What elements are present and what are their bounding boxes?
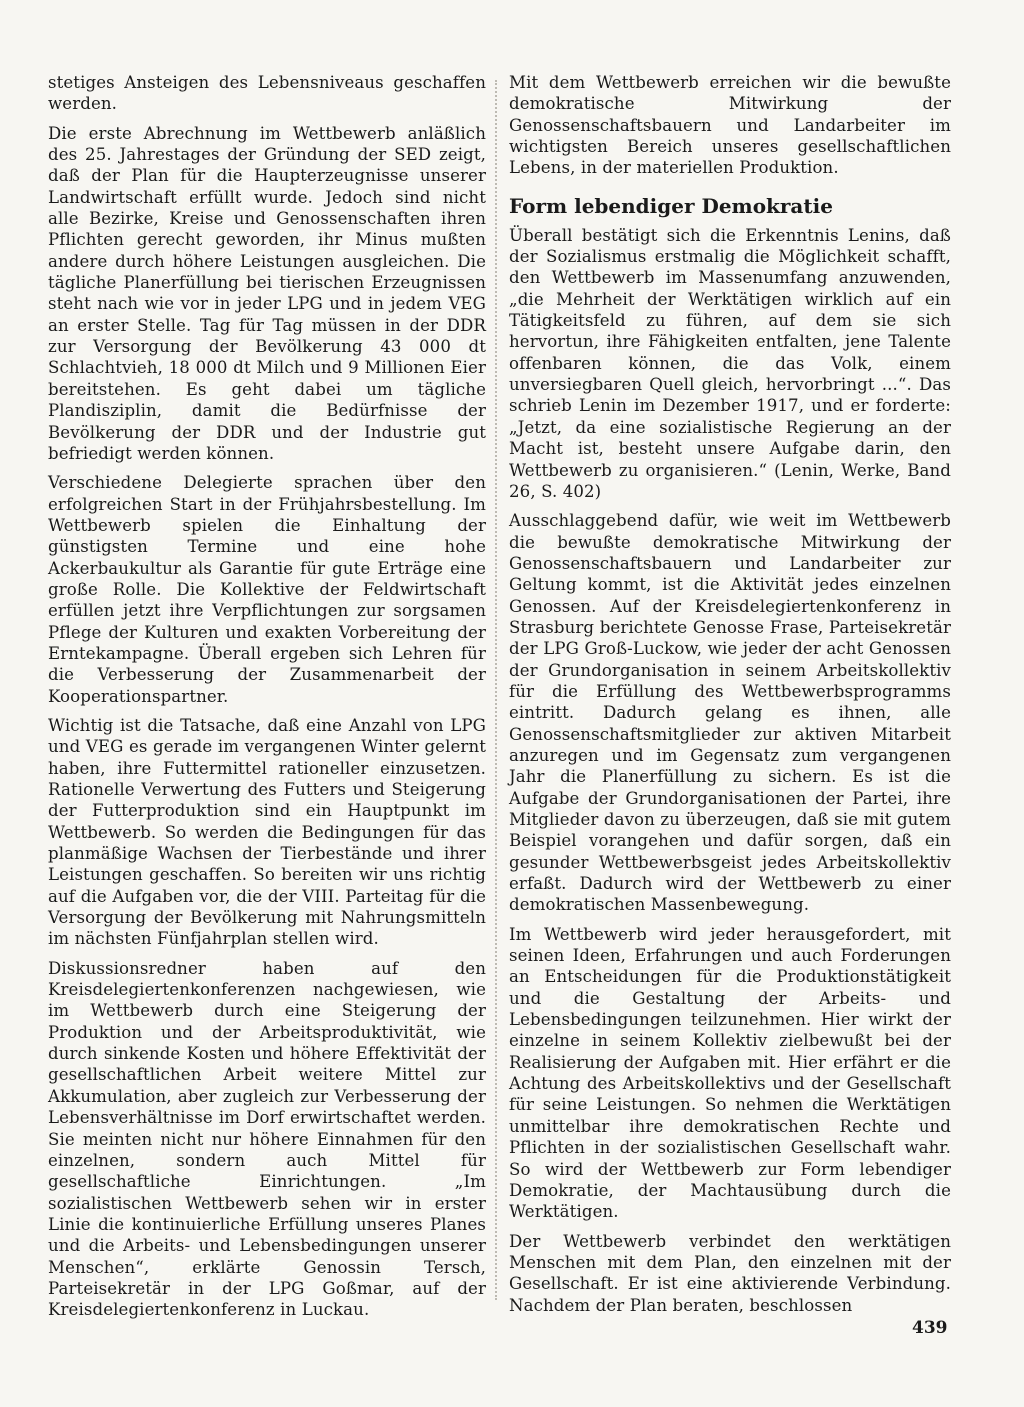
paragraph: Wichtig ist die Tatsache, daß eine Anzahl von LPG und VEG es gerade im vergangenen Winter gelernt haben, ihre Futtermittel rationeller einzusetzen. Rationelle Verwertung des Futters und Steigerung der Futterproduktion sind ein Hauptpunkt im Wettbewerb. So werden die Bedingungen für das planmäßige Wachsen der Tierbestände und ihrer Leistungen geschaffen. So bereiten wir uns richtig auf die Aufgaben vor, die der VIII. Parteitag für die Versorgung der Bevölkerung mit Nahrungsmitteln im nächsten Fünfjahrplan stellen wird. xyxy=(48,715,486,949)
right-column xyxy=(509,72,951,1324)
paragraph: Die erste Abrechnung im Wettbewerb anläßlich des 25. Jahrestages der Gründung der SED zeigt, daß der Plan für die Haupterzeugnisse unserer Landwirtschaft erfüllt wurde. Jedoch sind nicht alle Bezirke, Kreise und Genossenschaften ihren Pflichten gerecht geworden, ihr Minus mußten andere durch höhere Leistungen ausgleichen. Die tägliche Planerfüllung bei tierischen Erzeugnissen steht nach wie vor in jeder LPG und in jedem VEG an erster Stelle. Tag für Tag müssen in der DDR zur Versorgung der Bevölkerung 43 000 dt Schlachtvieh, 18 000 dt Milch und 9 Millionen Eier bereitstehen. Es geht dabei um tägliche Plandisziplin, damit die Bedürfnisse der Bevölkerung der DDR und der Industrie gut befriedigt werden können. xyxy=(48,123,486,463)
paragraph: Ausschlaggebend dafür, wie weit im Wettbewerb die bewußte demokratische Mitwirkung der Genossenschaftsbauern und Landarbeiter zur Geltung kommt, ist die Aktivität jedes einzelnen Genossen. Auf der Kreisdelegiertenkonferenz in Strasburg berichtete Genosse Frase, Parteisekretär der LPG Groß-Luckow, wie jeder der acht Genossen der Grundorganisation in seinem Arbeitskollektiv für die Erfüllung des Wettbewerbsprogramms eintritt. Dadurch gelang es ihnen, alle Genossenschaftsmitglieder zur aktiven Mitarbeit anzuregen und im Gegensatz zum vergangenen Jahr die Planerfüllung zu sichern. Es ist die Aufgabe der Grundorganisationen der Partei, ihre Mitglieder davon zu überzeugen, daß sie mit gutem Beispiel vorangehen und dafür sorgen, daß ein gesunder Wettbewerbsgeist jedes Arbeitskollektiv erfaßt. Dadurch wird der Wettbewerb zu einer demokratischen Massenbewegung. xyxy=(509,511,951,915)
paragraph: Mit dem Wettbewerb erreichen wir die bewußte demokratische Mitwirkung der Genossenschaftsbauern und Landarbeiter im wichtigsten Bereich unseres gesellschaftlichen Lebens, in der materiellen Produktion. xyxy=(509,73,951,178)
paragraph: Im Wettbewerb wird jeder herausgefordert, mit seinen Ideen, Erfahrungen und auch Forderungen an Entscheidungen für die Produktionstätigkeit und die Gestaltung der Arbeits- und Lebensbedingungen teilzunehmen. Hier wirkt der einzelne in seinem Kollektiv zielbewußt bei der Realisierung der Aufgaben mit. Hier erfährt er die Achtung des Arbeitskollektivs und der Gesellschaft für seine Leistungen. So nehmen die Werktätigen unmittelbar ihre demokratischen Rechte und Pflichten in der sozialistischen Gesellschaft wahr. So wird der Wettbewerb zur Form lebendiger Demokratie, der Machtausübung durch die Werktätigen. xyxy=(509,924,951,1222)
page-number: 439 xyxy=(912,1318,948,1338)
paragraph: Diskussionsredner haben auf den Kreisdelegiertenkonferenzen nachgewiesen, wie im Wettbewerb durch eine Steigerung der Produktion und der Arbeitsproduktivität, wie durch sinkende Kosten und höhere Effektivität der gesellschaftlichen Arbeit weitere Mittel zur Akkumulation, aber zugleich zur Verbesserung der Lebensverhältnisse im Dorf erwirtschaftet werden. Sie meinten nicht nur höhere Einnahmen für den einzelnen, sondern auch Mittel für gesellschaftliche Einrichtungen. „Im sozialistischen Wettbewerb sehen wir in erster Linie die kontinuierliche Erfüllung unseres Planes und die Arbeits- und Lebensbedingungen unserer Menschen“, erklärte Genossin Tersch, Parteisekretär in der LPG Goßmar, auf der Kreisdelegiertenkonferenz in Luckau. xyxy=(48,958,486,1320)
paragraph: stetiges Ansteigen des Lebensniveaus geschaffen werden. xyxy=(48,73,486,114)
paragraph: Überall bestätigt sich die Erkenntnis Lenins, daß der Sozialismus erstmalig die Möglichkeit schafft, den Wettbewerb im Massenumfang anzuwenden, „die Mehrheit der Werktätigen wirklich auf ein Tätigkeitsfeld zu führen, auf dem sie sich hervortun, ihre Fähigkeiten entfalten, jene Talente offenbaren können, die das Volk, einem unversiegbaren Quell gleich, hervorbringt ...“. Das schrieb Lenin im Dezember 1917, und er forderte: „Jetzt, da eine sozialistische Regierung an der Macht ist, besteht unsere Aufgabe darin, den Wettbewerb zu organisieren.“ (Lenin, Werke, Band 26, S. 402) xyxy=(509,225,951,501)
paragraph: Der Wettbewerb verbindet den werktätigen Menschen mit dem Plan, den einzelnen mit der Gesellschaft. Er ist eine aktivierende Verbindung. Nachdem der Plan beraten, beschlossen xyxy=(509,1231,951,1315)
left-column xyxy=(48,72,486,1329)
column-divider xyxy=(495,80,498,1300)
paragraph: Verschiedene Delegierte sprachen über den erfolgreichen Start in der Frühjahrsbestellung. Im Wettbewerb spielen die Einhaltung der günstigsten Termine und eine hohe Ackerbaukultur als Garantie für gute Erträge eine große Rolle. Die Kollektive der Feldwirtschaft erfüllen jetzt ihre Verpflichtungen zur sorgsamen Pflege der Kulturen und exakten Vorbereitung der Erntekampagne. Überall ergeben sich Lehren für die Verbesserung der Zusammenarbeit der Kooperationspartner. xyxy=(48,473,486,706)
section-heading: Form lebendiger Demokratie xyxy=(509,193,833,218)
